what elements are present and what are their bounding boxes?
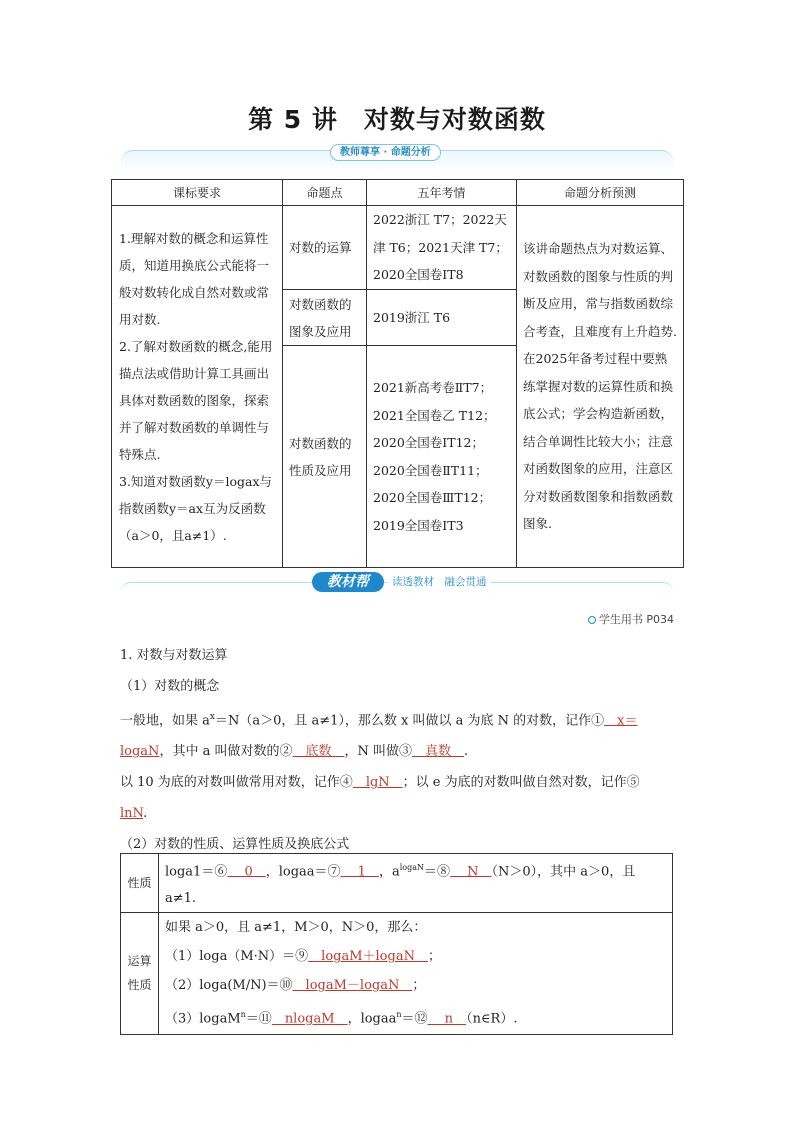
answer-2: 底数 — [292, 744, 345, 760]
table-row — [121, 854, 673, 913]
subsection-heading: （1）对数的概念 — [120, 679, 220, 694]
history-cell: 2019浙江 T6 — [367, 290, 517, 346]
answer-3: 真数 — [411, 744, 464, 760]
answer-11: nlogaM — [271, 1011, 348, 1027]
requirements-cell: 1.理解对数的概念和运算性质，知道用换底公式能将一般对数转化成自然对数或常用对数. 2.了解对数函数的概念,能用描点法或借助计算工具画出具体对数函数的图象，探索并了解对数函数的单调性与特殊点. 3.知道对数函数y＝logax与指数函数y＝ax互为反函数（a＞0，且a≠1）. — [112, 206, 283, 568]
property-cell: loga1＝⑥ 0 ，logaa＝⑦ 1 ，$a^{logaN}=⑧$ N （N＞0），其中 a＞0，且 a≠1. — [159, 854, 673, 913]
row-label: 运算性质 — [121, 913, 159, 1034]
teacher-banner-label: 教师尊享 · 命题分析 — [330, 144, 441, 161]
row-label: 性质 — [121, 854, 159, 913]
header-cell: 命题分析预测 — [517, 180, 684, 206]
topic-cell: 对数函数的图象及应用 — [283, 290, 367, 346]
operation-cell: 如果 a＞0，且 a≠1，M＞0，N＞0，那么： （1）loga（M·N）＝⑨ logaM＋logaN ； （2）loga(M/N)＝⑩ logaM－logaN ； （3）logaM$^n$＝⑪ nlogaM ，logaa$^n$＝⑫ n （n∈R）. — [159, 913, 673, 1034]
bullet-icon — [588, 616, 596, 624]
table-row — [112, 206, 684, 290]
definition-text: lnN. — [120, 806, 148, 822]
answer-9: logaM＋logaN — [308, 949, 428, 965]
content-section — [120, 640, 680, 860]
topic-cell: 对数函数的性质及应用 — [283, 346, 367, 568]
table-row — [121, 913, 673, 1034]
answer-6: 0 — [227, 864, 266, 880]
answer-5: lnN — [120, 806, 144, 822]
answer-1b: logaN — [120, 744, 160, 760]
analysis-cell: 该讲命题热点为对数运算、对数函数的图象与性质的判断及应用，常与指数函数综合考查，且难度有上升趋势.在2025年备考过程中要熟练掌握对数的运算性质和换底公式；学会构造新函数，结合单调性比较大小；注意对函数图象的应用，注意区分对数函数图象和指数函数图象. — [517, 206, 684, 568]
answer-1: x＝ — [604, 713, 638, 729]
answer-4: lgN — [352, 775, 403, 791]
textbook-badge: 教材帮 — [312, 572, 384, 592]
definition-text: logaN，其中 a 叫做对数的② 底数 ，N 叫做③ 真数 . — [120, 744, 469, 760]
header-cell: 命题点 — [283, 180, 367, 206]
definition-text: 一般地，如果 $a^x=N(a>0$，且 a≠1），那么数 x 叫做以 a 为底 N 的对数，记作① x＝ — [120, 712, 638, 729]
answer-8: N — [450, 864, 492, 880]
history-cell: 2021新高考卷ⅡT7；2021全国卷乙 T12；2020全国卷ⅠT12；2020全国卷ⅡT11；2020全国卷ⅢT12；2019全国卷ⅠT3 — [367, 346, 517, 568]
analysis-table — [111, 179, 684, 568]
properties-table — [120, 853, 673, 1035]
header-cell: 课标要求 — [112, 180, 283, 206]
answer-10: logaM－logaN — [292, 978, 413, 994]
analysis-table-header — [112, 180, 684, 206]
topic-cell: 对数的运算 — [283, 206, 367, 290]
textbook-subtitle: 读透教材 融会贯通 — [388, 574, 491, 590]
subsection-heading: （2）对数的性质、运算性质及换底公式 — [120, 837, 350, 853]
section-heading: 1. 对数与对数运算 — [120, 648, 228, 663]
page-reference: 学生用书 P034 — [588, 611, 674, 627]
header-cell: 五年考情 — [367, 180, 517, 206]
page-title: 第 5 讲 对数与对数函数 — [248, 105, 546, 134]
definition-text: 以 10 为底的对数叫做常用对数，记作④ lgN ；以 e 为底的对数叫做自然对数，记作⑤ — [120, 775, 640, 791]
answer-12: n — [427, 1011, 467, 1027]
history-cell: 2022浙江 T7；2022天津 T6；2021天津 T7；2020全国卷ⅠT8 — [367, 206, 517, 290]
answer-7: 1 — [340, 864, 379, 880]
